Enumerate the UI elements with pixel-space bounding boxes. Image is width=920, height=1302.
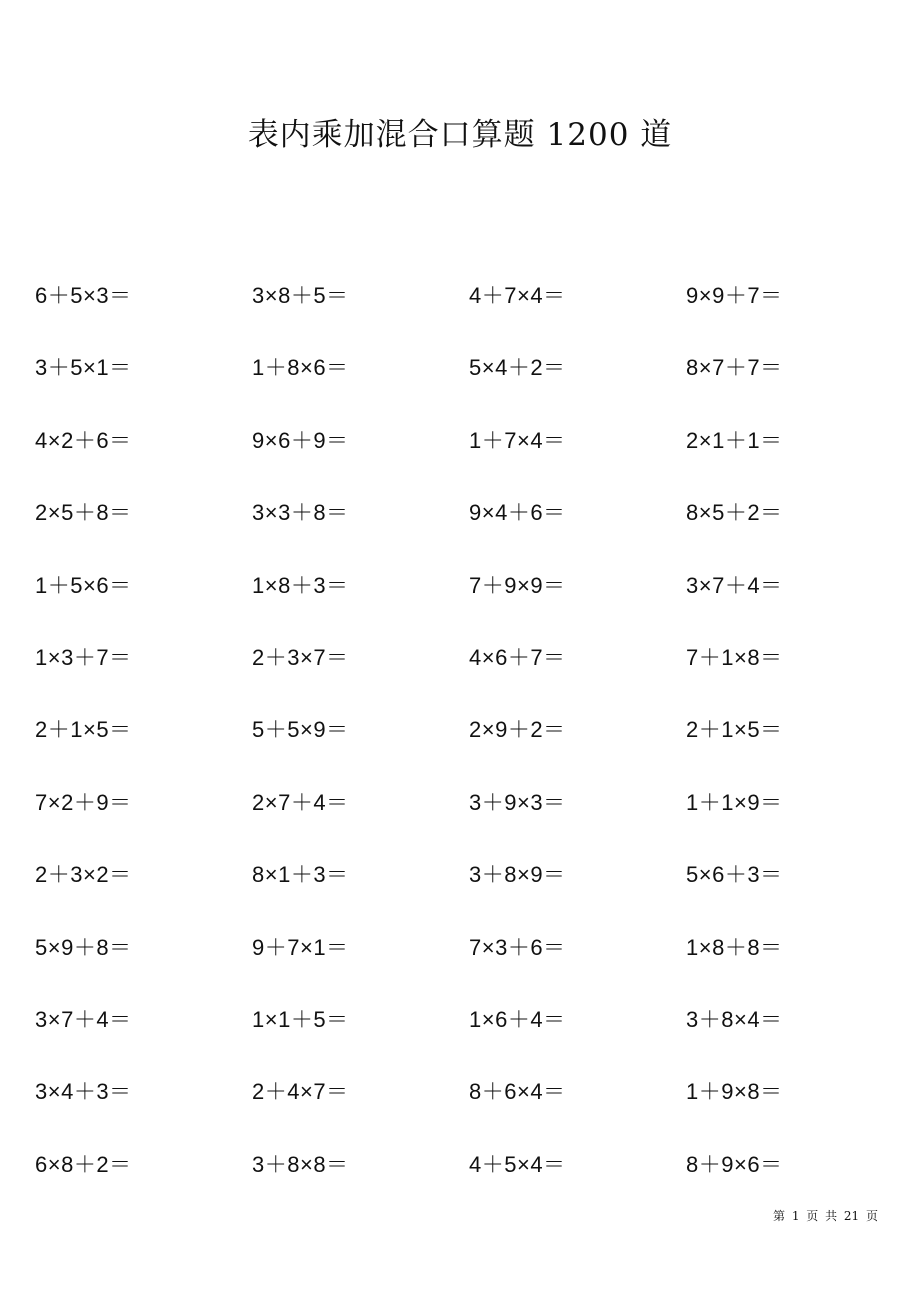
problem-item: 1＋5×6＝ xyxy=(35,572,132,598)
problem-item: 7＋9×9＝ xyxy=(469,572,566,598)
problem-item: 3×8＋5＝ xyxy=(252,283,349,308)
problem-item: 4×6＋7＝ xyxy=(469,644,566,670)
problem-item: 1×8＋8＝ xyxy=(686,934,783,960)
problem-item: 8×5＋2＝ xyxy=(686,500,783,526)
problem-item: 2×9＋2＝ xyxy=(469,717,566,743)
problem-item: 2×1＋1＝ xyxy=(686,427,783,453)
problem-item: 2＋1×5＝ xyxy=(35,717,132,743)
problem-item: 3×7＋4＝ xyxy=(35,1006,132,1032)
problem-item: 1＋9×8＝ xyxy=(686,1079,783,1105)
problem-item: 3＋5×1＝ xyxy=(35,355,132,381)
problem-item: 3＋8×9＝ xyxy=(469,862,566,888)
problem-item: 3×4＋3＝ xyxy=(35,1079,132,1105)
problem-item: 4＋7×4＝ xyxy=(469,283,566,308)
problem-item: 1×6＋4＝ xyxy=(469,1006,566,1032)
problem-item: 8＋6×4＝ xyxy=(469,1079,566,1105)
problem-item: 7×2＋9＝ xyxy=(35,789,132,815)
problem-item: 2×5＋8＝ xyxy=(35,500,132,526)
problem-item: 4×2＋6＝ xyxy=(35,427,132,453)
problem-item: 1×3＋7＝ xyxy=(35,644,132,670)
page-title: 表内乘加混合口算题 1200 道 xyxy=(247,117,673,153)
problem-grid xyxy=(35,278,905,1219)
problem-item: 3×7＋4＝ xyxy=(686,572,783,598)
problem-item: 2＋3×2＝ xyxy=(35,862,132,888)
problem-item: 3×3＋8＝ xyxy=(252,500,349,526)
problem-item: 5＋5×9＝ xyxy=(252,717,349,743)
problem-item: 3＋8×4＝ xyxy=(686,1006,783,1032)
problem-item: 2＋4×7＝ xyxy=(252,1079,349,1105)
problem-item: 1×1＋5＝ xyxy=(252,1006,349,1032)
problem-item: 2＋1×5＝ xyxy=(686,717,783,743)
problem-item: 1＋1×9＝ xyxy=(686,789,783,815)
problem-item: 6＋5×3＝ xyxy=(35,283,132,308)
problem-item: 7＋1×8＝ xyxy=(686,644,783,670)
problem-item: 3＋9×3＝ xyxy=(469,789,566,815)
problem-item: 9×6＋9＝ xyxy=(252,427,349,453)
problem-item: 8×7＋7＝ xyxy=(686,355,783,381)
problem-item: 4＋5×4＝ xyxy=(469,1151,566,1177)
problem-item: 8＋9×6＝ xyxy=(686,1151,783,1177)
problem-item: 5×9＋8＝ xyxy=(35,934,132,960)
problem-item: 2＋3×7＝ xyxy=(252,644,349,670)
problem-item: 7×3＋6＝ xyxy=(469,934,566,960)
problem-item: 1＋8×6＝ xyxy=(252,355,349,381)
problem-item: 6×8＋2＝ xyxy=(35,1151,132,1177)
problem-item: 1＋7×4＝ xyxy=(469,427,566,453)
problem-item: 5×6＋3＝ xyxy=(686,862,783,888)
page-number-footer: 第 1 页 共 21 页 xyxy=(773,1209,878,1223)
problem-item: 8×1＋3＝ xyxy=(252,862,349,888)
problem-item: 2×7＋4＝ xyxy=(252,789,349,815)
problem-item: 3＋8×8＝ xyxy=(252,1151,349,1177)
problem-item: 1×8＋3＝ xyxy=(252,572,349,598)
problem-item: 9＋7×1＝ xyxy=(252,934,349,960)
problem-item: 9×9＋7＝ xyxy=(686,283,783,308)
problem-item: 9×4＋6＝ xyxy=(469,500,566,526)
problem-item: 5×4＋2＝ xyxy=(469,355,566,381)
